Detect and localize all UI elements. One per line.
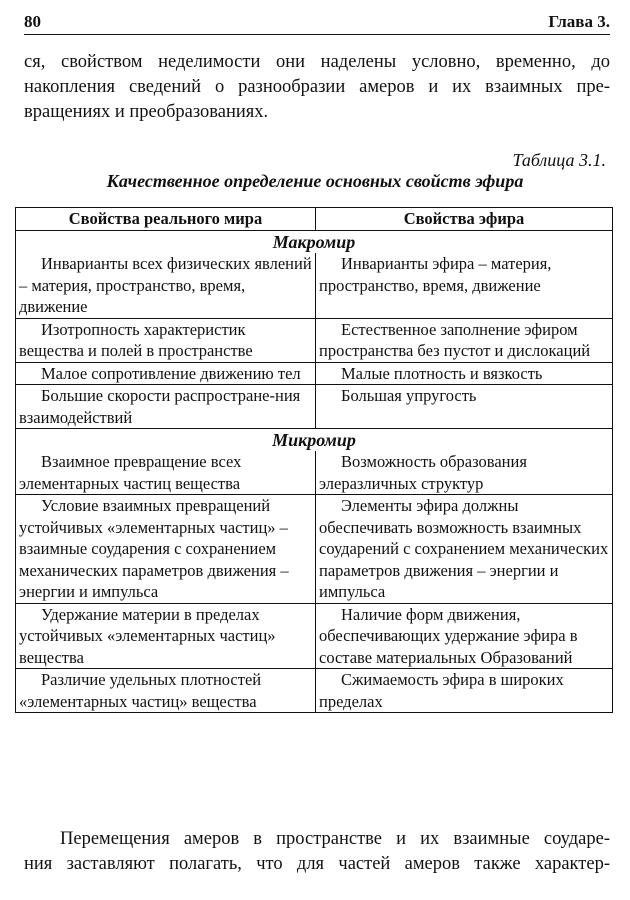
page-number: 80 <box>24 12 41 31</box>
cell-text: Большие скорости распростране-ния взаимодействий <box>19 386 301 427</box>
table-cell <box>316 253 613 318</box>
table-header-row <box>16 208 613 231</box>
table-cell <box>316 385 613 429</box>
table-cell <box>16 451 316 495</box>
table-cell <box>316 669 613 713</box>
outro-paragraph <box>24 827 610 877</box>
cell-text: Большая упругость <box>341 386 477 405</box>
intro-line: накопления сведений о разнообразии амеров и их взаимных пре- <box>24 77 610 97</box>
cell-text: Взаимное превращение всех элементарных частиц вещества <box>19 452 242 493</box>
chapter-title: Глава 3. <box>548 12 610 31</box>
table-cell <box>316 451 613 495</box>
table-row <box>16 318 613 362</box>
cell-text: Инварианты эфира – материя, пространство, время, движение <box>319 254 552 295</box>
cell-text: Элементы эфира должны обеспечивать возможность взаимных соударений с сохранением механических параметров движения – энергии и импульса <box>319 496 609 601</box>
table-cell <box>316 318 613 362</box>
table-row <box>16 385 613 429</box>
cell-text: Возможность образования элеразличных структур <box>319 452 527 493</box>
properties-table <box>15 207 613 713</box>
cell-text: Различие удельных плотностей «элементарных частиц» вещества <box>19 670 262 711</box>
table-cell <box>316 603 613 669</box>
cell-text: Условие взаимных превращений устойчивых «элементарных частиц» – взаимные соударения с сохранением механических параметров движения – энергии и импульса <box>19 496 289 601</box>
table-cell <box>16 385 316 429</box>
cell-text: Сжимаемость эфира в широких пределах <box>319 670 564 711</box>
cell-text: Малое сопротивление движению тел <box>41 363 301 383</box>
column-header: Свойства эфира <box>316 208 613 231</box>
table-cell <box>316 362 613 385</box>
intro-line: ся, свойством неделимости они наделены условно, временно, до <box>24 52 610 72</box>
section-row <box>16 429 613 452</box>
table-cell <box>16 318 316 362</box>
section-row <box>16 231 613 254</box>
section-title: Макромир <box>16 231 613 254</box>
page-header <box>24 8 610 35</box>
outro-line: ния заставляют полагать, что для частей амеров также характер- <box>24 854 610 874</box>
intro-paragraph <box>24 50 610 125</box>
cell-text: Естественное заполнение эфиром пространства без пустот и дислокаций <box>319 319 591 360</box>
table-cell <box>16 253 316 318</box>
cell-text: Изотропность характеристик вещества и полей в пространстве <box>19 319 253 360</box>
table-cell <box>16 495 316 604</box>
cell-text: Инварианты всех физических явлений – материя, пространство, время, движение <box>19 254 312 316</box>
table-row <box>16 495 613 604</box>
table-title: Качественное определение основных свойств эфира <box>106 171 524 191</box>
table-row <box>16 451 613 495</box>
table-row <box>16 362 613 385</box>
table-row <box>16 669 613 713</box>
column-header: Свойства реального мира <box>16 208 316 231</box>
intro-line: вращениях и преобразованиях. <box>24 102 269 122</box>
cell-text: Наличие форм движения, обеспечивающих удержание эфира в составе материальных Образований <box>319 604 578 667</box>
table-row <box>16 603 613 669</box>
cell-text: Малые плотность и вязкость <box>341 363 543 383</box>
table-row <box>16 253 613 318</box>
table-cell <box>16 362 316 385</box>
cell-text: Удержание материи в пределах устойчивых «элементарных частиц» вещества <box>19 604 276 667</box>
table-cell <box>16 669 316 713</box>
section-title: Микромир <box>16 429 613 452</box>
table-number: Таблица 3.1. <box>512 150 606 170</box>
outro-line: Перемещения амеров в пространстве и их взаимные соударе- <box>60 829 610 849</box>
table-cell <box>316 495 613 604</box>
table-cell <box>16 603 316 669</box>
